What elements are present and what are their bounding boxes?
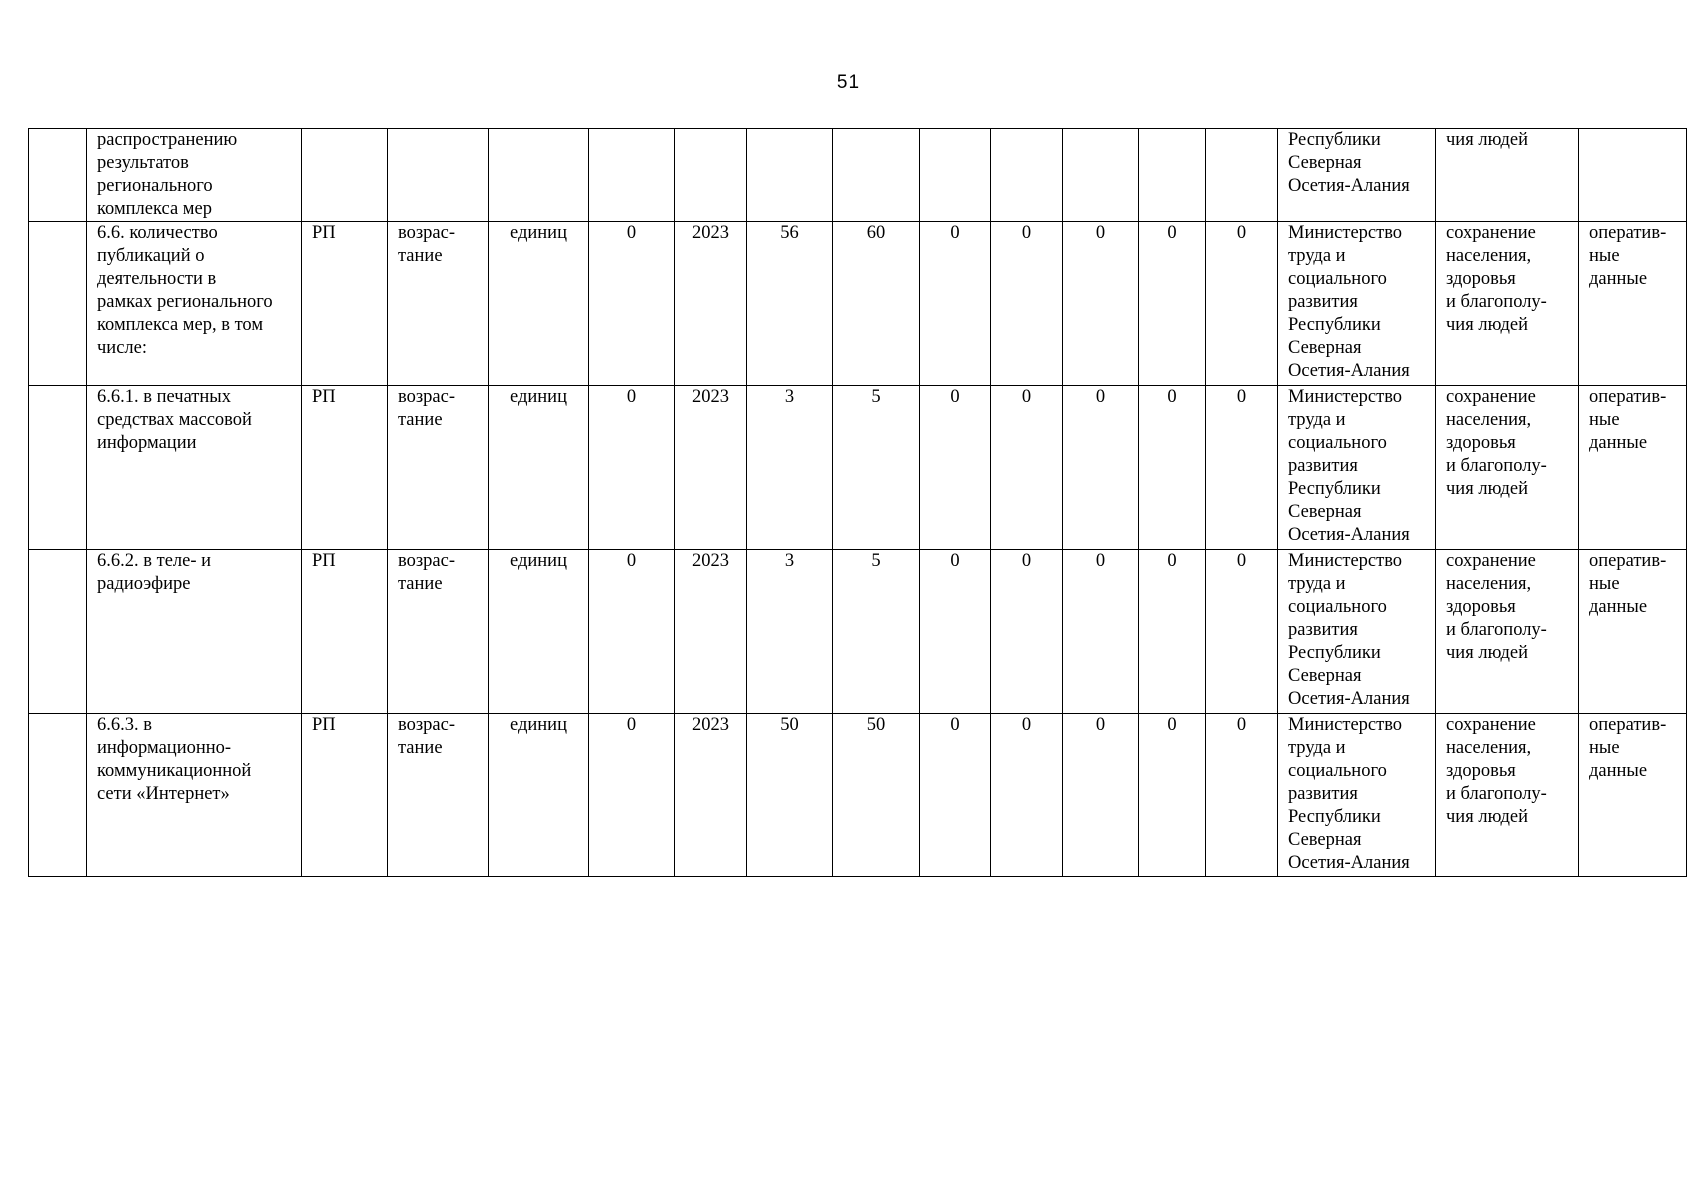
cell-value: 0	[1063, 386, 1139, 550]
cell-source: оператив- ные данные	[1579, 222, 1687, 386]
table-row	[29, 550, 1687, 714]
cell-indicator-name: распространению результатов регионального комплекса мер	[87, 129, 302, 222]
cell-value: 3	[747, 550, 833, 714]
cell-goal: сохранение населения, здоровья и благополу- чия людей	[1436, 386, 1579, 550]
cell-responsible: Министерство труда и социального развития Республики Северная Осетия-Алания	[1278, 222, 1436, 386]
cell-value: 0	[920, 386, 991, 550]
cell-number	[29, 386, 87, 550]
cell-value: 0	[991, 550, 1063, 714]
cell-value: 50	[747, 714, 833, 877]
cell-indicator-name: 6.6. количество публикаций о деятельности в рамках регионального комплекса мер, в том числе:	[87, 222, 302, 386]
cell-value	[1206, 129, 1278, 222]
cell-value: 0	[1139, 714, 1206, 877]
cell-responsible: Министерство труда и социального развития Республики Северная Осетия-Алания	[1278, 386, 1436, 550]
cell-level	[302, 129, 388, 222]
cell-number	[29, 222, 87, 386]
cell-value	[833, 129, 920, 222]
cell-source: оператив- ные данные	[1579, 386, 1687, 550]
cell-base-year	[675, 129, 747, 222]
cell-value: 5	[833, 550, 920, 714]
cell-value	[1139, 129, 1206, 222]
cell-value: 3	[747, 386, 833, 550]
cell-value: 0	[991, 714, 1063, 877]
cell-value: 0	[920, 550, 991, 714]
cell-level: РП	[302, 550, 388, 714]
cell-value: 0	[1206, 550, 1278, 714]
cell-base-value: 0	[589, 386, 675, 550]
cell-level: РП	[302, 386, 388, 550]
cell-base-value: 0	[589, 550, 675, 714]
cell-value: 0	[1139, 386, 1206, 550]
cell-base-year: 2023	[675, 714, 747, 877]
cell-value	[747, 129, 833, 222]
table-row	[29, 386, 1687, 550]
table-row	[29, 129, 1687, 222]
cell-number	[29, 550, 87, 714]
cell-value	[920, 129, 991, 222]
cell-value: 0	[1139, 550, 1206, 714]
cell-number	[29, 129, 87, 222]
cell-number	[29, 714, 87, 877]
cell-value: 0	[1063, 222, 1139, 386]
cell-value: 0	[1063, 714, 1139, 877]
cell-value: 0	[920, 222, 991, 386]
cell-value: 0	[1139, 222, 1206, 386]
cell-base-value: 0	[589, 222, 675, 386]
cell-value: 56	[747, 222, 833, 386]
cell-level: РП	[302, 222, 388, 386]
cell-trend: возрас- тание	[388, 550, 489, 714]
cell-indicator-name: 6.6.2. в теле- и радиоэфире	[87, 550, 302, 714]
cell-base-year: 2023	[675, 222, 747, 386]
cell-base-year: 2023	[675, 386, 747, 550]
cell-value: 0	[920, 714, 991, 877]
cell-unit: единиц	[489, 714, 589, 877]
indicators-table	[28, 128, 1687, 877]
cell-value: 50	[833, 714, 920, 877]
cell-value: 0	[1206, 222, 1278, 386]
cell-trend: возрас- тание	[388, 386, 489, 550]
cell-value: 5	[833, 386, 920, 550]
cell-trend: возрас- тание	[388, 222, 489, 386]
cell-goal: чия людей	[1436, 129, 1579, 222]
cell-responsible: Министерство труда и социального развития Республики Северная Осетия-Алания	[1278, 714, 1436, 877]
cell-unit: единиц	[489, 222, 589, 386]
cell-unit: единиц	[489, 550, 589, 714]
cell-trend: возрас- тание	[388, 714, 489, 877]
cell-source: оператив- ные данные	[1579, 714, 1687, 877]
cell-base-year: 2023	[675, 550, 747, 714]
cell-value: 0	[1063, 550, 1139, 714]
table-row	[29, 222, 1687, 386]
cell-level: РП	[302, 714, 388, 877]
cell-trend	[388, 129, 489, 222]
cell-source	[1579, 129, 1687, 222]
table-row	[29, 714, 1687, 877]
cell-source: оператив- ные данные	[1579, 550, 1687, 714]
cell-value: 0	[991, 386, 1063, 550]
cell-indicator-name: 6.6.1. в печатных средствах массовой информации	[87, 386, 302, 550]
cell-value: 60	[833, 222, 920, 386]
cell-goal: сохранение населения, здоровья и благополу- чия людей	[1436, 714, 1579, 877]
cell-responsible: Министерство труда и социального развития Республики Северная Осетия-Алания	[1278, 550, 1436, 714]
cell-base-value: 0	[589, 714, 675, 877]
cell-value	[1063, 129, 1139, 222]
cell-value: 0	[1206, 714, 1278, 877]
cell-value: 0	[991, 222, 1063, 386]
cell-value	[991, 129, 1063, 222]
page-number: 51	[836, 72, 861, 93]
cell-goal: сохранение населения, здоровья и благополу- чия людей	[1436, 550, 1579, 714]
cell-indicator-name: 6.6.3. в информационно- коммуникационной сети «Интернет»	[87, 714, 302, 877]
cell-responsible: Республики Северная Осетия-Алания	[1278, 129, 1436, 222]
cell-goal: сохранение населения, здоровья и благополу- чия людей	[1436, 222, 1579, 386]
cell-unit: единиц	[489, 386, 589, 550]
cell-unit	[489, 129, 589, 222]
cell-value: 0	[1206, 386, 1278, 550]
cell-base-value	[589, 129, 675, 222]
